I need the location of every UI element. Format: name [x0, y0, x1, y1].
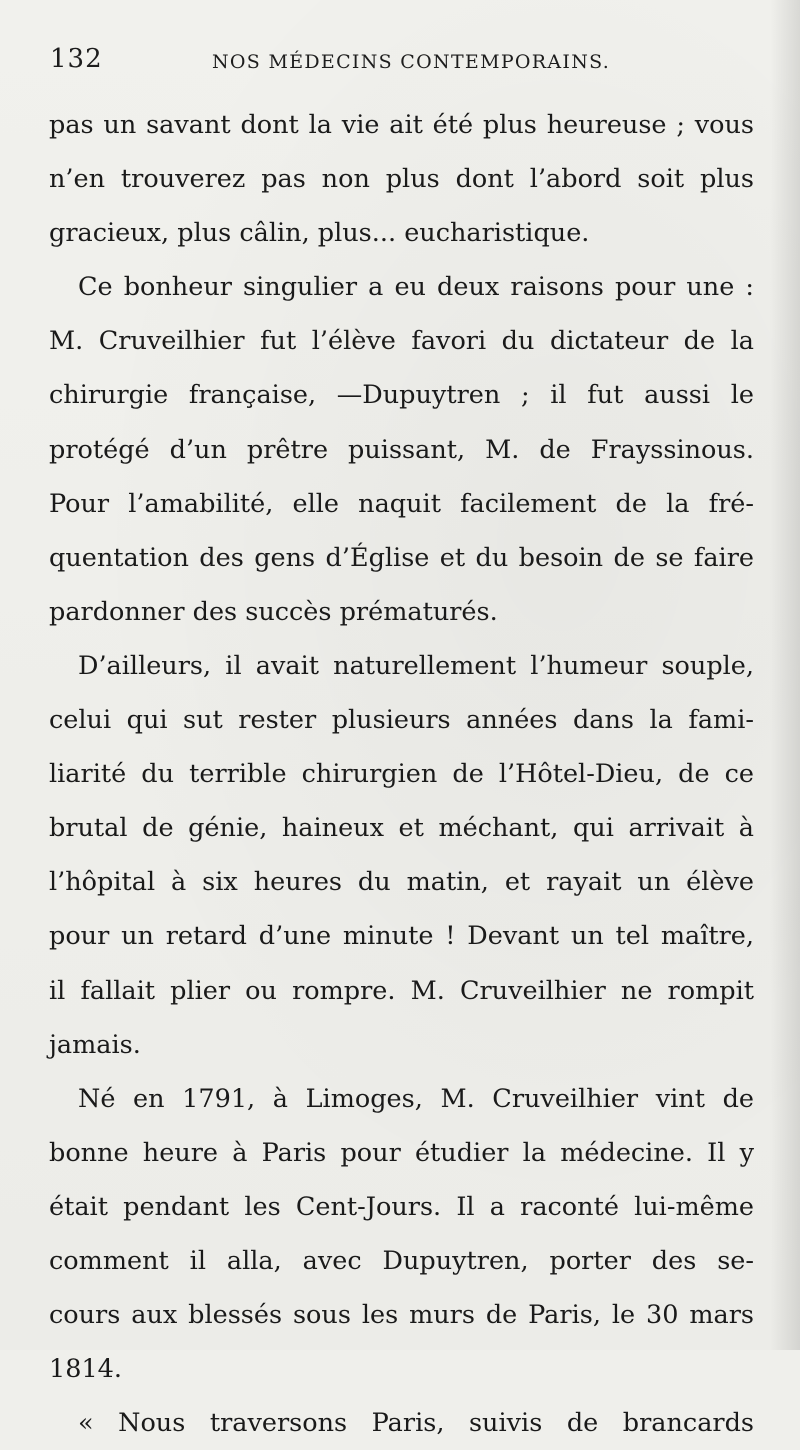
text-line: D’ailleurs, il avait naturellement l’humeur souple,	[78, 650, 754, 681]
text-line: n’en trouverez pas non plus dont l’abord soit plus	[49, 164, 754, 195]
text-line: chirurgie française, —Dupuytren ; il fut aussi le	[49, 380, 754, 411]
text-line: quentation des gens d’Église et du besoin de se faire	[49, 542, 754, 573]
text-line: cours aux blessés sous les murs de Paris, le 30 mars	[49, 1300, 754, 1331]
text-line: M. Cruveilhier fut l’élève favori du dictateur de la	[49, 326, 754, 357]
text-line: Né en 1791, à Limoges, M. Cruveilhier vint de	[78, 1083, 754, 1114]
text-line: bonne heure à Paris pour étudier la médecine. Il y	[49, 1137, 754, 1168]
text-line: gracieux, plus câlin, plus... eucharistique.	[49, 218, 590, 249]
page-header	[50, 44, 750, 80]
running-head: NOS MÉDECINS CONTEMPORAINS.	[212, 51, 611, 73]
text-line: comment il alla, avec Dupuytren, porter des se-	[49, 1245, 754, 1276]
text-line: brutal de génie, haineux et méchant, qui arrivait à	[49, 813, 754, 844]
text-line: « Nous traversons Paris, suivis de brancards	[78, 1408, 754, 1439]
text-line: il fallait plier ou rompre. M. Cruveilhier ne rompit	[49, 975, 754, 1006]
text-line: celui qui sut rester plusieurs années dans la fami-	[49, 705, 754, 736]
text-line: liarité du terrible chirurgien de l’Hôtel-Dieu, de ce	[49, 759, 754, 790]
page-edge-shadow	[770, 0, 800, 1350]
page-number: 132	[50, 44, 103, 74]
text-line: l’hôpital à six heures du matin, et rayait un élève	[49, 867, 754, 898]
text-line: jamais.	[49, 1029, 141, 1060]
text-line: pour un retard d’une minute ! Devant un tel maître,	[49, 921, 754, 952]
text-line: était pendant les Cent-Jours. Il a raconté lui-même	[49, 1191, 754, 1222]
text-line: Pour l’amabilité, elle naquit facilement de la fré-	[49, 488, 754, 519]
text-line: Ce bonheur singulier a eu deux raisons pour une :	[78, 272, 754, 303]
text-line: 1814.	[49, 1354, 123, 1385]
body-text	[49, 98, 754, 1450]
text-line: protégé d’un prêtre puissant, M. de Frayssinous.	[49, 434, 754, 465]
text-line: pardonner des succès prématurés.	[49, 596, 498, 627]
text-line: pas un savant dont la vie ait été plus heureuse ; vous	[49, 110, 754, 140]
